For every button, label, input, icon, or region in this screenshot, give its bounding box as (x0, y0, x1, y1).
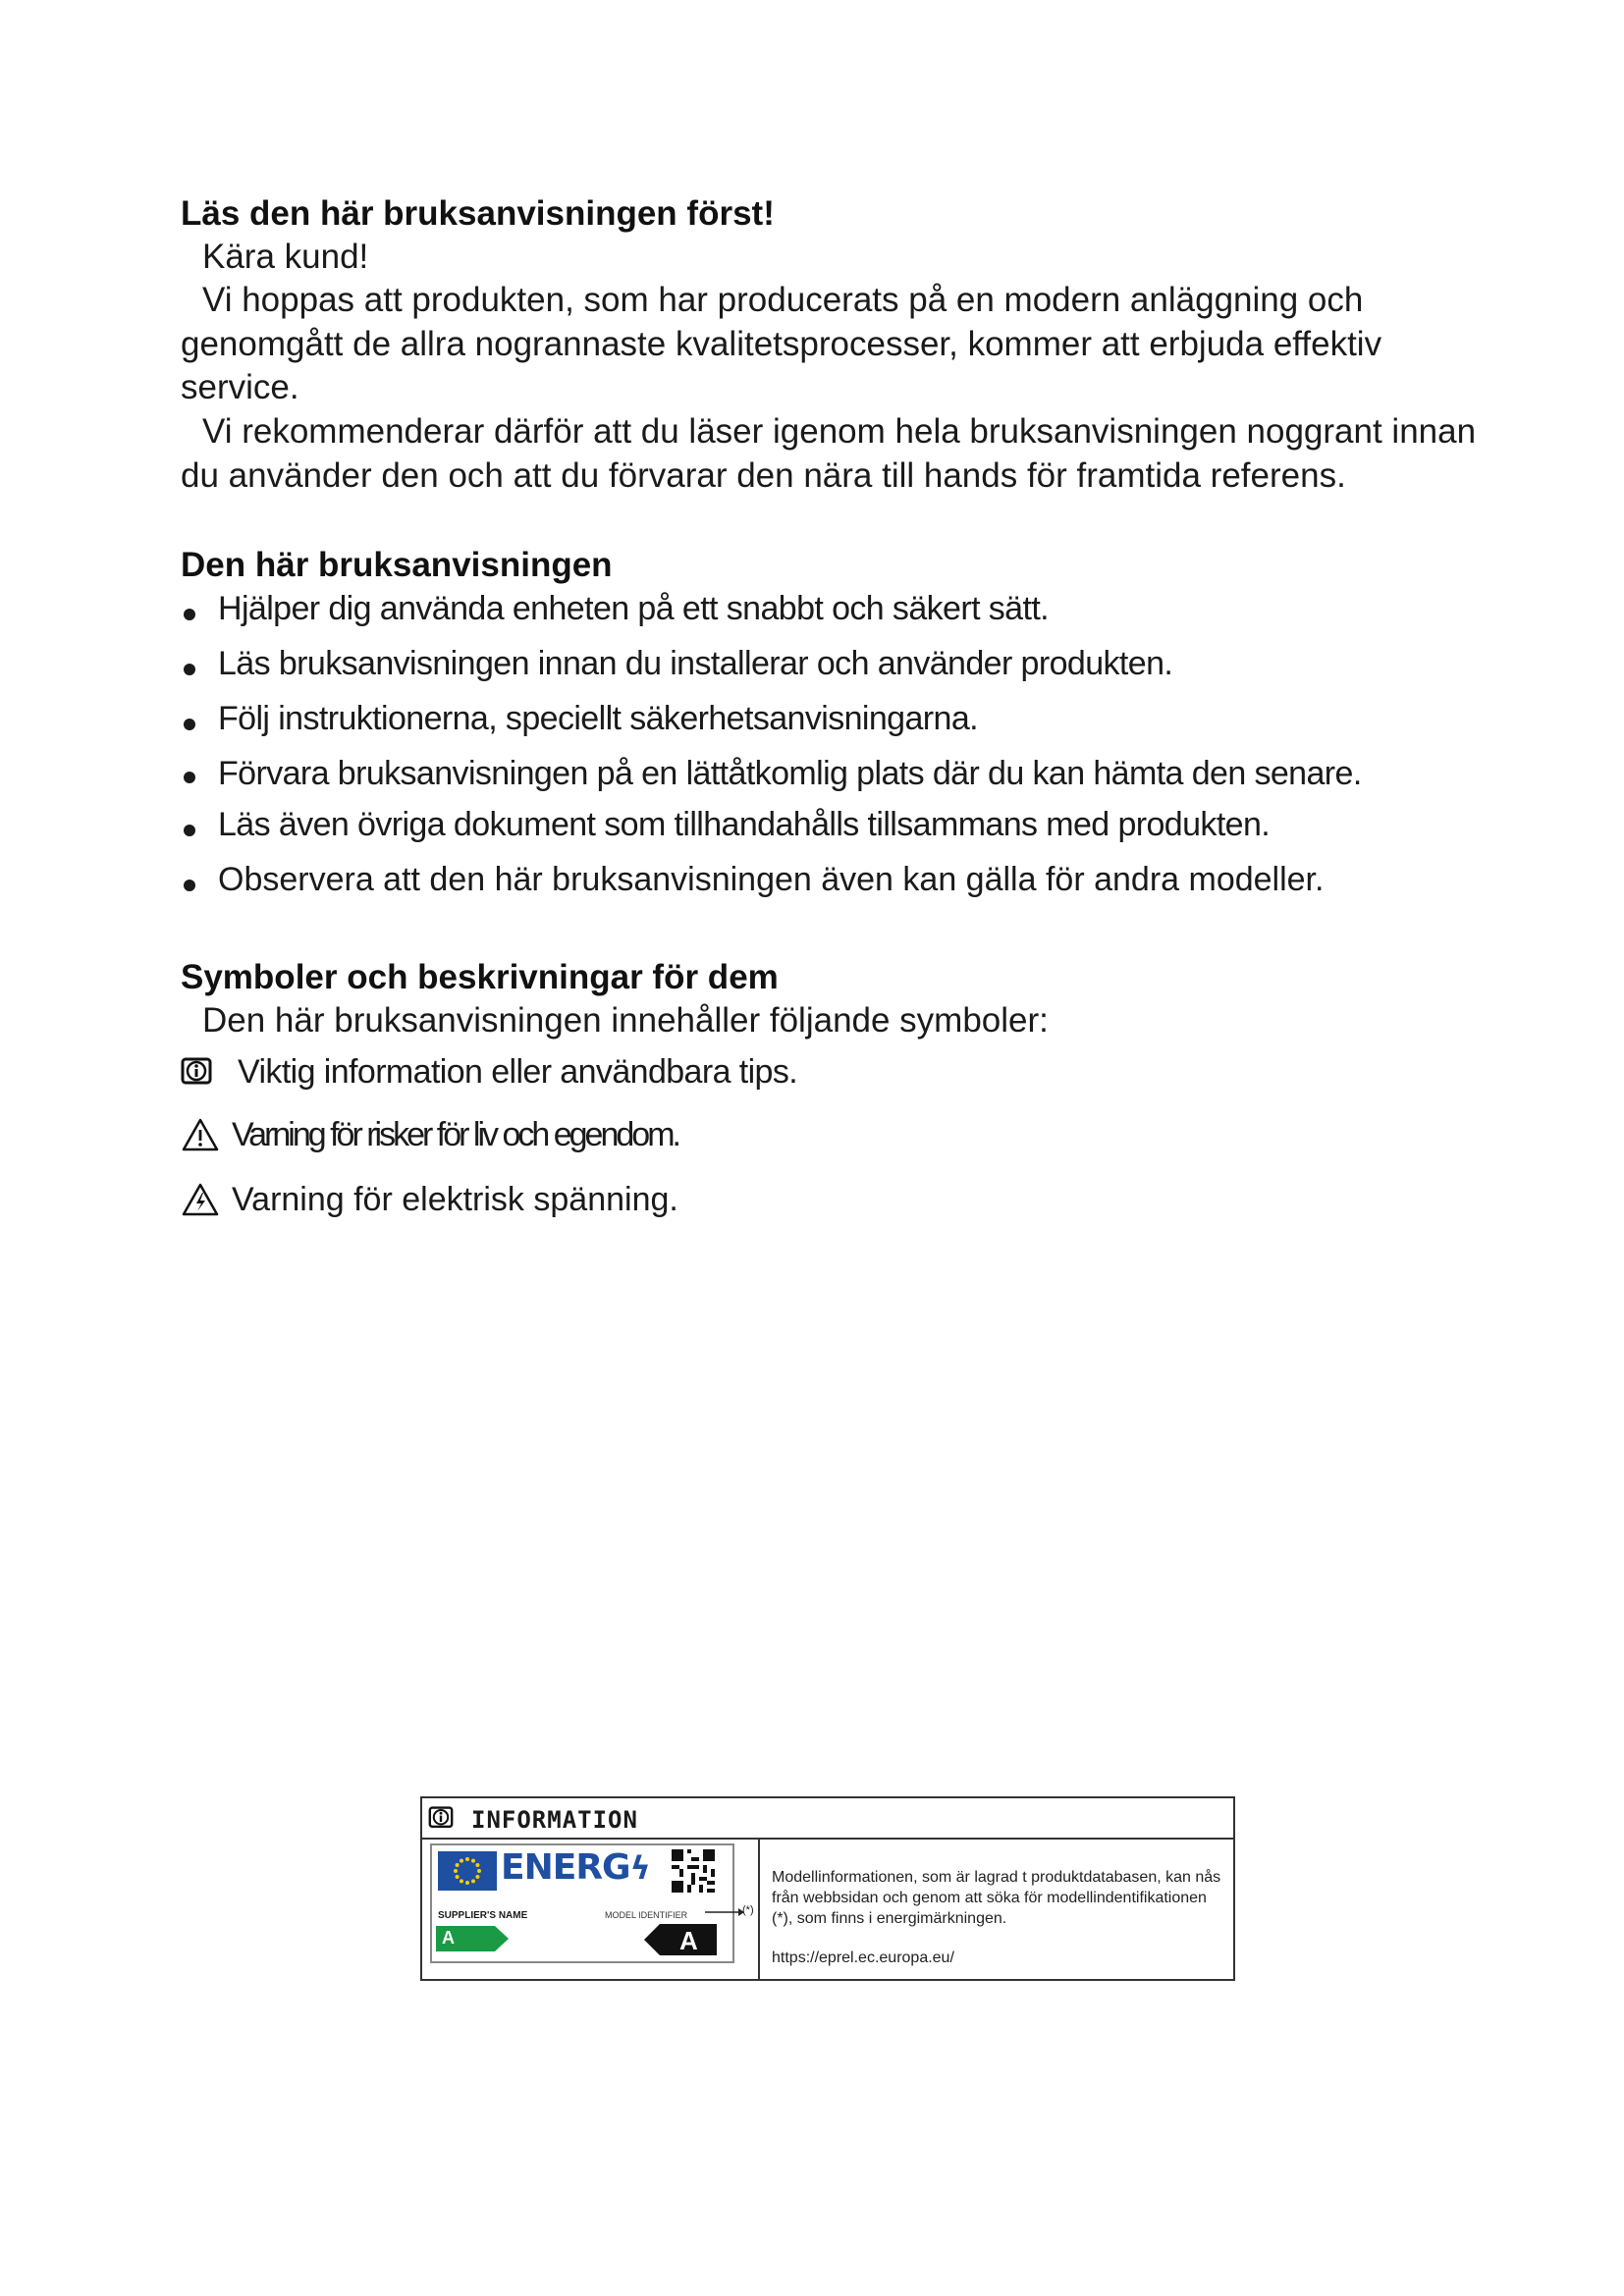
symbol-electric-text: Varning för elektrisk spänning. (232, 1181, 678, 1218)
class-left-label: A (442, 1928, 455, 1948)
info-icon (428, 1806, 454, 1835)
symbol-warning-text: Varning för risker för liv och egendom. (232, 1116, 678, 1153)
list-item: Hjälper dig använda enheten på ett snabbt och säkert sätt. (181, 587, 1487, 642)
symbol-info-row (181, 1050, 1163, 1094)
list-item: Läs bruksanvisningen innan du installerar och använder produkten. (181, 642, 1487, 697)
manual-heading: Den här bruksanvisningen (181, 546, 613, 584)
information-text-panel (760, 1838, 1233, 1979)
intro-greeting: Kära kund! (202, 238, 369, 276)
list-item: Följ instruktionerna, speciellt säkerhetsanvisningarna. (181, 697, 1487, 752)
list-item: Läs även övriga dokument som tillhandahålls tillsammans med produkten. (181, 803, 1487, 858)
class-right-label: A (679, 1926, 698, 1955)
symbol-info-text: Viktig information eller användbara tips. (238, 1053, 798, 1091)
info-icon (181, 1054, 212, 1097)
eprel-link[interactable]: https://eprel.ec.europa.eu/ (772, 1949, 954, 1966)
qr-code-icon (672, 1849, 715, 1893)
information-description: Modellinformationen, som är lagrad t produktdatabasen, kan nås från webbsidan och genom att söka för modellindentifikationen (*), som finns i energimärkningen. (772, 1869, 1221, 1927)
energy-label (430, 1843, 734, 1963)
intro-paragraph-1: Vi hoppas att produkten, som har producerats på en modern anläggning och genomgått de allra nogrannaste kvalitetsprocesser, kommer att erbjuda effektiv service. (181, 281, 1382, 406)
symbols-heading: Symboler och beskrivningar för dem (181, 958, 779, 996)
list-item: Observera att den här bruksanvisningen även kan gälla för andra modeller. (181, 858, 1487, 913)
intro-heading: Läs den här bruksanvisningen först! (181, 194, 775, 233)
information-header (422, 1798, 1233, 1840)
symbols-intro: Den här bruksanvisningen innehåller följande symboler: (202, 1001, 1049, 1040)
intro-paragraph-2: Vi rekommenderar därför att du läser igenom hela bruksanvisningen noggrant innan du använder den och att du förvarar den nära till hands för framtida referens. (181, 412, 1477, 495)
electric-warning-icon (181, 1182, 220, 1228)
energy-label-panel (422, 1838, 760, 1979)
symbol-electric-row (181, 1178, 1163, 1221)
pointer-arrow (705, 1906, 744, 1918)
eu-flag (438, 1851, 497, 1891)
list-item: Förvara bruksanvisningen på en lättåtkomlig plats där du kan hämta den senare. (181, 752, 1487, 803)
supplier-name: SUPPLIER'S NAME (438, 1910, 528, 1921)
information-title: INFORMATION (471, 1806, 638, 1834)
symbol-warning-row (181, 1113, 1163, 1156)
pointer-marker: (*) (742, 1904, 754, 1916)
energy-brand: ENERGϟ (501, 1847, 650, 1888)
model-identifier: MODEL IDENTIFIER (605, 1910, 688, 1920)
information-box (420, 1796, 1235, 1981)
warning-icon (181, 1117, 220, 1163)
manual-list (181, 587, 1487, 913)
